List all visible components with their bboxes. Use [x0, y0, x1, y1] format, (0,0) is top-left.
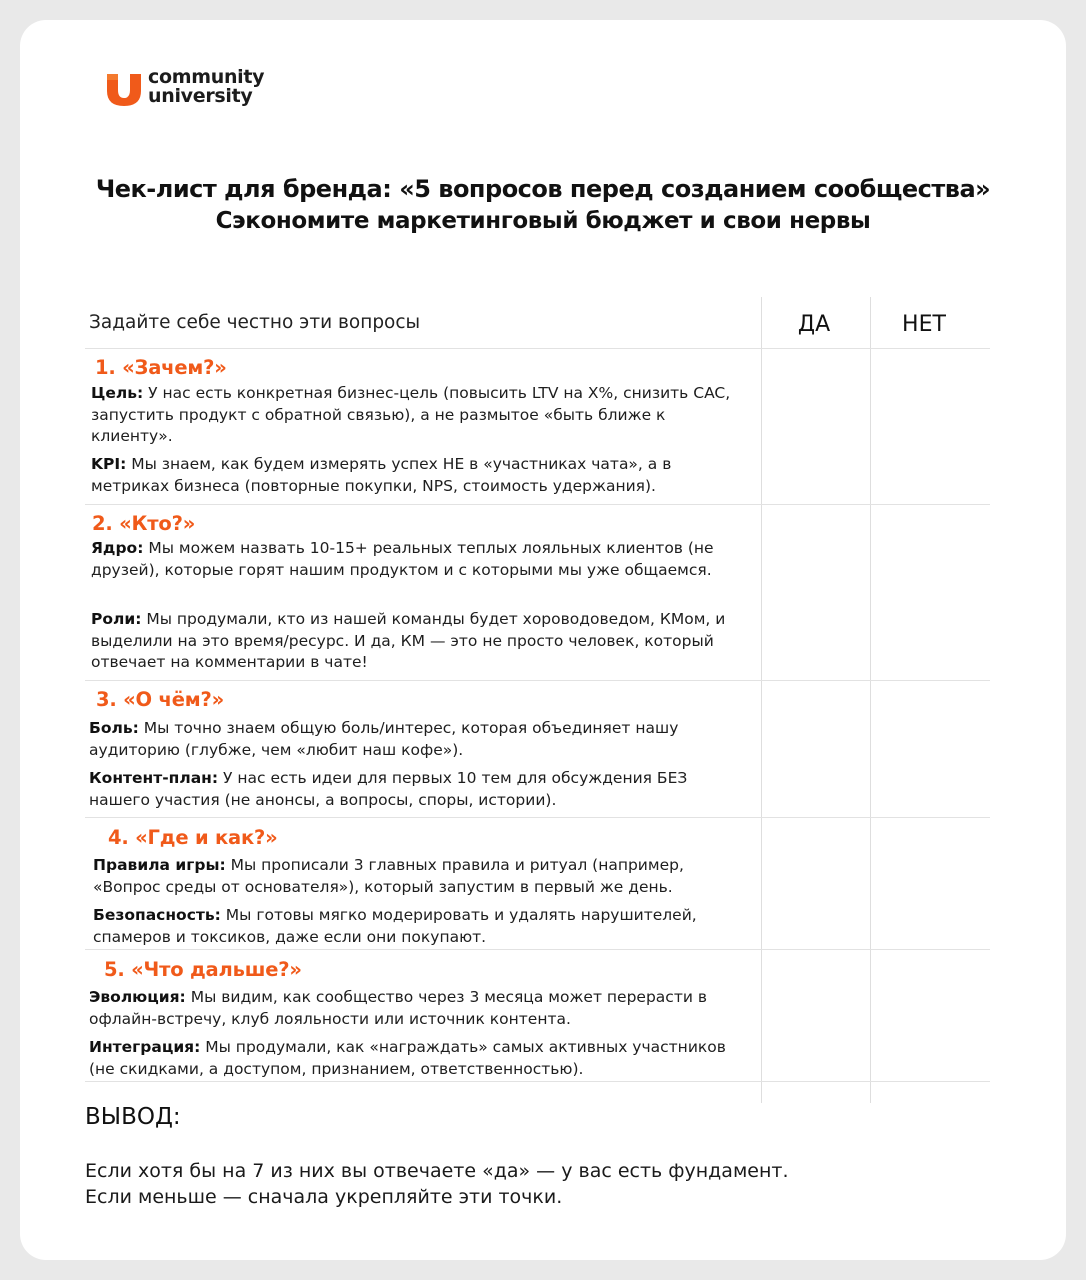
header-divider — [85, 348, 990, 349]
page-subtitle: Сэкономите маркетинговый бюджет и свои нервы — [215, 208, 871, 234]
yes-column-header: ДА — [797, 312, 831, 337]
conclusion-line-1: Если хотя бы на 7 из них вы отвечаете «да» — у вас есть фундамент. — [85, 1160, 789, 1182]
item-text: Мы прописали 3 главных правила и ритуал (например, «Вопрос среды от основателя»), который запустим в первый же день. — [93, 856, 684, 896]
brand-u-icon — [104, 72, 144, 108]
brand-wordmark — [148, 68, 264, 106]
item-label: Роли: — [91, 610, 142, 628]
item-text: Мы видим, как сообщество через 3 месяца может перерасти в офлайн-встречу, клуб лояльности или источник контента. — [89, 988, 707, 1028]
conclusion-title: ВЫВОД: — [85, 1104, 181, 1130]
question-column-header: Задайте себе честно эти вопросы — [89, 312, 421, 333]
row-divider-4 — [85, 949, 990, 950]
item-label: KPI: — [91, 455, 127, 473]
item-text: Мы точно знаем общую боль/интерес, которая объединяет нашу аудиторию (глубже, чем «любит наш кофе»). — [89, 719, 679, 759]
checklist-item — [91, 609, 751, 674]
column-divider-no — [870, 297, 871, 1103]
item-text: Мы можем назвать 10-15+ реальных теплых лояльных клиентов (не друзей), которые горят нашим продуктом и с которыми мы уже общаемся. — [91, 539, 714, 579]
column-divider-yes — [761, 297, 762, 1103]
section-title-5: 5. «Что дальше?» — [104, 958, 302, 981]
item-label: Цель: — [91, 384, 144, 402]
checklist-item — [93, 905, 753, 948]
checklist-item — [89, 718, 749, 761]
brand-logo — [104, 66, 304, 113]
section-title-1: 1. «Зачем?» — [95, 356, 227, 379]
item-label: Ядро: — [91, 539, 144, 557]
section-title-3: 3. «О чём?» — [96, 688, 224, 711]
checklist-item — [91, 538, 751, 581]
page-title: Чек-лист для бренда: «5 вопросов перед созданием сообщества» — [95, 175, 991, 203]
item-text: Мы продумали, кто из нашей команды будет хороводоведом, КМом, и выделили на это время/ресурс. И да, КМ — это не просто человек, который отвечает на комментарии в чате! — [91, 610, 726, 671]
row-divider-5 — [85, 1081, 990, 1082]
section-title-4: 4. «Где и как?» — [108, 826, 278, 849]
checklist-item — [91, 454, 751, 497]
section-title-2: 2. «Кто?» — [92, 512, 196, 535]
checklist-item — [89, 768, 749, 811]
item-label: Боль: — [89, 719, 139, 737]
item-text: У нас есть идеи для первых 10 тем для обсуждения БЕЗ нашего участия (не анонсы, а вопросы, споры, истории). — [89, 769, 688, 809]
item-text: Мы готовы мягко модерировать и удалять нарушителей, спамеров и токсиков, даже если они покупают. — [93, 906, 697, 946]
checklist-item — [93, 855, 753, 898]
brand-line-1: community — [148, 66, 265, 88]
checklist-item — [89, 987, 749, 1030]
no-column-header: НЕТ — [902, 312, 946, 337]
row-divider-3 — [85, 817, 990, 818]
item-label: Правила игры: — [93, 856, 226, 874]
item-label: Контент-план: — [89, 769, 219, 787]
item-text: Мы продумали, как «награждать» самых активных участников (не скидками, а доступом, признанием, ответственностью). — [89, 1038, 726, 1078]
item-label: Интеграция: — [89, 1038, 201, 1056]
item-text: У нас есть конкретная бизнес-цель (повысить LTV на X%, снизить CAC, запустить продукт с обратной связью), а не размытое «быть ближе к клиенту». — [91, 384, 731, 445]
conclusion-line-2: Если меньше — сначала укрепляйте эти точки. — [85, 1186, 563, 1208]
item-text: Мы знаем, как будем измерять успех НЕ в «участниках чата», а в метриках бизнеса (повторные покупки, NPS, стоимость удержания). — [91, 455, 672, 495]
brand-line-2: university — [148, 85, 253, 107]
row-divider-2 — [85, 680, 990, 681]
checklist-item — [89, 1037, 749, 1080]
row-divider-1 — [85, 504, 990, 505]
item-label: Эволюция: — [89, 988, 186, 1006]
item-label: Безопасность: — [93, 906, 221, 924]
checklist-item — [91, 383, 751, 448]
